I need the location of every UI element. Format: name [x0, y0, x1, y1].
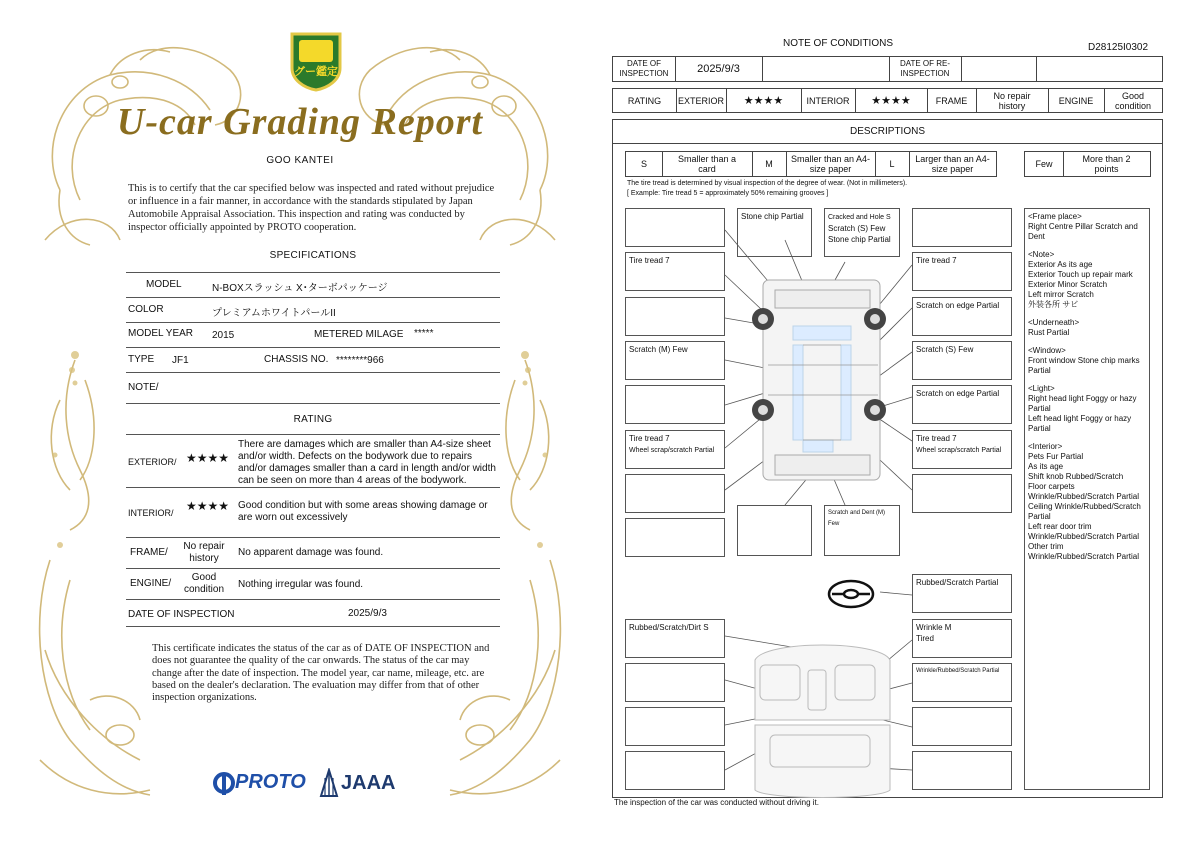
spec-row-type — [126, 348, 500, 373]
note-line: <Note> — [1028, 250, 1055, 259]
callout-seat — [625, 619, 725, 658]
note-line: Left mirror Scratch — [1028, 290, 1094, 299]
model-label: MODEL — [146, 279, 182, 290]
callout-text: Tire tread 7 — [629, 434, 670, 443]
note-line — [1028, 338, 1146, 346]
callout-text: Tired — [916, 634, 934, 643]
exterior-description: There are damages which are smaller than A4-size sheet and/or width. Defects on the bodywork due to repairs and/or damages smaller than a card in length and/or width can be seen on more than 4 areas of the bodywork. — [238, 439, 496, 486]
document-id: D28125I0302 — [1088, 42, 1149, 53]
certificate-title: U-car Grading Report — [116, 101, 484, 143]
note-line: <Light> — [1028, 384, 1055, 393]
callout-scratch-s — [912, 341, 1012, 380]
rating-row-exterior — [126, 434, 500, 488]
callout-text: Tire tread 7 — [916, 434, 957, 443]
spec-row-color — [126, 298, 500, 323]
callout-box-empty — [625, 385, 725, 424]
exterior-label: EXTERIOR — [677, 95, 724, 106]
notes-list — [1024, 208, 1150, 790]
model-year-label: MODEL YEAR — [128, 328, 194, 339]
note-line — [1028, 242, 1146, 250]
specifications-heading: SPECIFICATIONS — [269, 250, 357, 261]
milage-label: METERED MILAGE — [314, 329, 404, 340]
note-label: NOTE/ — [128, 382, 159, 393]
type-label: TYPE — [128, 354, 155, 365]
legend-s-desc: Smaller than a card — [677, 154, 737, 174]
callout-scratch-edge-1 — [912, 297, 1012, 336]
callout-box-empty — [625, 518, 725, 557]
interior-stars: ★★★★ — [186, 499, 230, 513]
callout-text: Scratch on edge Partial — [916, 301, 1000, 310]
callout-tire-front-left — [625, 252, 725, 291]
callout-text: Scratch and Dent (M) Few — [828, 510, 886, 527]
exterior-stars: ★★★★ — [186, 451, 230, 465]
jaaa-logo-icon — [319, 768, 339, 798]
note-line: Rust Partial — [1028, 328, 1070, 337]
legend-few-desc: More than 2 points — [1082, 154, 1131, 174]
note-line: Right Centre Pillar Scratch and Dent — [1028, 222, 1138, 241]
note-line — [1028, 376, 1146, 384]
legend-l: L — [889, 159, 895, 169]
descriptions-heading: DESCRIPTIONS — [613, 120, 1162, 144]
callout-box-empty — [737, 505, 812, 556]
certificate-intro: This is to certify that the car specified below was inspected and rated without prejudice or influence in a fair manner, in accordance with the standards stipulated by Japan Automobile Appraisal Association. This inspection and rating was conducted by inspector officially appointed by PROTO cooperation. — [128, 183, 495, 233]
note-line: <Frame place> — [1028, 212, 1082, 221]
note-line: Exterior As its age — [1028, 260, 1093, 269]
callout-crack-hole — [824, 208, 900, 257]
spec-row-note — [126, 373, 500, 404]
legend-s: S — [640, 159, 647, 169]
callout-text: Cracked and Hole S — [828, 214, 891, 221]
engine-value: Good condition — [1114, 90, 1152, 111]
callout-box-empty — [912, 208, 1012, 247]
callout-text: Wrinkle M — [916, 623, 952, 632]
spec-row-model-year — [126, 323, 500, 348]
spec-row-model — [126, 272, 500, 298]
date-inspection-label: DATE OF INSPECTION — [619, 59, 669, 78]
tire-note-1: The tire tread is determined by visual inspection of the degree of wear. (Not in millimeters). — [627, 180, 908, 187]
milage-value: ***** — [414, 328, 434, 339]
jaaa-logo-text: JAAA — [341, 772, 396, 794]
callout-box-empty — [912, 707, 1012, 746]
callout-text: Rubbed/Scratch/Dirt S — [629, 623, 709, 632]
note-line: Exterior Touch up repair mark — [1028, 270, 1133, 279]
date-value: 2025/9/3 — [348, 608, 387, 619]
rating-label: RATING — [627, 95, 662, 106]
note-line: Other trim Wrinkle/Rubbed/Scratch Partial — [1028, 542, 1140, 561]
chassis-label: CHASSIS NO. — [264, 354, 329, 365]
callout-box-empty — [625, 208, 725, 247]
sheet-title: NOTE OF CONDITIONS — [783, 38, 893, 49]
legend-few: Few — [1035, 159, 1053, 169]
frame-value: No repair history — [993, 90, 1031, 111]
legend-m-desc: Smaller than an A4-size paper — [790, 154, 871, 174]
callout-text: Scratch (S) Few — [916, 345, 974, 354]
callout-scratch-m — [625, 341, 725, 380]
model-value: N-BOXスラッシュ X･ターボパッケージ — [212, 283, 388, 294]
date-row — [126, 600, 500, 627]
callout-scratch-edge-2 — [912, 385, 1012, 424]
frame-label: FRAME — [935, 95, 968, 106]
callout-tire-rear-left — [625, 430, 725, 469]
callout-steering — [912, 574, 1012, 613]
frame-value: No repair history — [183, 541, 225, 564]
tire-note-2: [ Example: Tire tread 5 = approximately 50% remaining grooves ] — [627, 190, 829, 197]
rating-heading: RATING — [293, 414, 333, 425]
engine-description: Nothing irregular was found. — [238, 579, 364, 590]
exterior-label: EXTERIOR/ — [128, 457, 177, 467]
callout-text: Scratch on edge Partial — [916, 389, 1000, 398]
callout-rear-dent — [824, 505, 900, 556]
note-line: Left head light Foggy or hazy Partial — [1028, 414, 1132, 433]
callout-box-empty — [912, 474, 1012, 513]
callout-text: Stone chip Partial — [741, 212, 804, 221]
certificate-subtitle: GOO KANTEI — [266, 155, 334, 166]
callout-box-empty — [625, 663, 725, 702]
callout-text: Wheel scrap/scratch Partial — [916, 447, 1002, 454]
note-line: Ceiling Wrinkle/Rubbed/Scratch Partial — [1028, 502, 1141, 521]
callout-box-empty — [625, 751, 725, 790]
callout-text: Rubbed/Scratch Partial — [916, 578, 999, 587]
type-value: JF1 — [172, 355, 189, 366]
callout-text: Stone chip Partial — [828, 235, 891, 244]
frame-label: FRAME/ — [130, 547, 168, 558]
note-line: <Window> — [1028, 346, 1066, 355]
note-line: <Underneath> — [1028, 318, 1080, 327]
note-line: Right head light Foggy or hazy Partial — [1028, 394, 1137, 413]
note-line — [1028, 434, 1146, 442]
sheet-footer: The inspection of the car was conducted without driving it. — [614, 798, 819, 807]
callout-tire-front-right — [912, 252, 1012, 291]
callout-box-empty — [912, 751, 1012, 790]
callout-wrinkle — [912, 619, 1012, 658]
note-line: Left rear door trim Wrinkle/Rubbed/Scratch Partial — [1028, 522, 1140, 541]
badge-text: グー鑑定 — [294, 66, 338, 78]
engine-label: ENGINE — [1058, 95, 1094, 106]
note-line: 外装各所 サビ — [1028, 300, 1079, 309]
note-of-conditions-sheet — [600, 0, 1200, 848]
callout-text: Tire tread 7 — [916, 256, 957, 265]
callout-box-empty — [625, 297, 725, 336]
note-line: Pets Fur Partial — [1028, 452, 1084, 461]
engine-value: Good condition — [183, 572, 225, 595]
frame-description: No apparent damage was found. — [238, 547, 384, 558]
callout-box-empty — [625, 474, 725, 513]
legend-l-desc: Larger than an A4-size paper — [915, 154, 990, 174]
note-line: Shift knob Rubbed/Scratch — [1028, 472, 1124, 481]
legend-m: M — [765, 159, 773, 169]
rating-row-engine — [126, 569, 500, 600]
interior-label: INTERIOR/ — [128, 508, 174, 518]
engine-label: ENGINE/ — [130, 578, 172, 589]
interior-label: INTERIOR — [806, 95, 850, 106]
proto-logo-icon — [212, 770, 236, 796]
callout-text: Wheel scrap/scratch Partial — [629, 447, 715, 454]
note-line: <Interior> — [1028, 442, 1063, 451]
note-line: Exterior Minor Scratch — [1028, 280, 1108, 289]
interior-stars: ★★★★ — [871, 94, 911, 107]
callout-text: Scratch (M) Few — [629, 345, 688, 354]
goo-kantei-badge — [287, 30, 345, 92]
callout-wrinkle-rsp — [912, 663, 1012, 702]
rating-row-frame — [126, 538, 500, 569]
callout-text: Wrinkle/Rubbed/Scratch Partial — [916, 668, 1000, 674]
date-reinspection-label: DATE OF RE-INSPECTION — [899, 59, 951, 78]
date-inspection-value: 2025/9/3 — [697, 63, 740, 75]
model-year-value: 2015 — [212, 330, 235, 341]
rating-row-interior — [126, 488, 500, 538]
proto-logo-text: PROTO — [235, 771, 306, 793]
callout-tire-rear-right — [912, 430, 1012, 469]
certificate-footer: This certificate indicates the status of the car as of DATE OF INSPECTION and does not guarantee the quality of the car onwards. The status of the car may change after the date of inspection. The model year, car name, mileage, etc. are based on the dealer's declaration. The evaluation may differ from that of other inspection organizations. — [152, 643, 490, 704]
color-value: プレミアムホワイトパールII — [212, 308, 336, 319]
exterior-stars: ★★★★ — [743, 94, 784, 107]
logos — [212, 768, 412, 800]
callout-stone-chip — [737, 208, 812, 257]
chassis-value: ********966 — [336, 355, 384, 366]
interior-description: Good condition but with some areas showing damage or are worn out excessively — [238, 500, 488, 523]
note-line: Floor carpets Wrinkle/Rubbed/Scratch Partial — [1028, 482, 1140, 501]
date-label: DATE OF INSPECTION — [128, 609, 235, 620]
callout-box-empty — [625, 707, 725, 746]
note-line — [1028, 310, 1146, 318]
color-label: COLOR — [128, 304, 164, 315]
callout-text: Scratch (S) Few — [828, 224, 886, 233]
callout-text: Tire tread 7 — [629, 256, 670, 265]
note-line: Front window Stone chip marks Partial — [1028, 356, 1140, 375]
note-line: As its age — [1028, 462, 1064, 471]
